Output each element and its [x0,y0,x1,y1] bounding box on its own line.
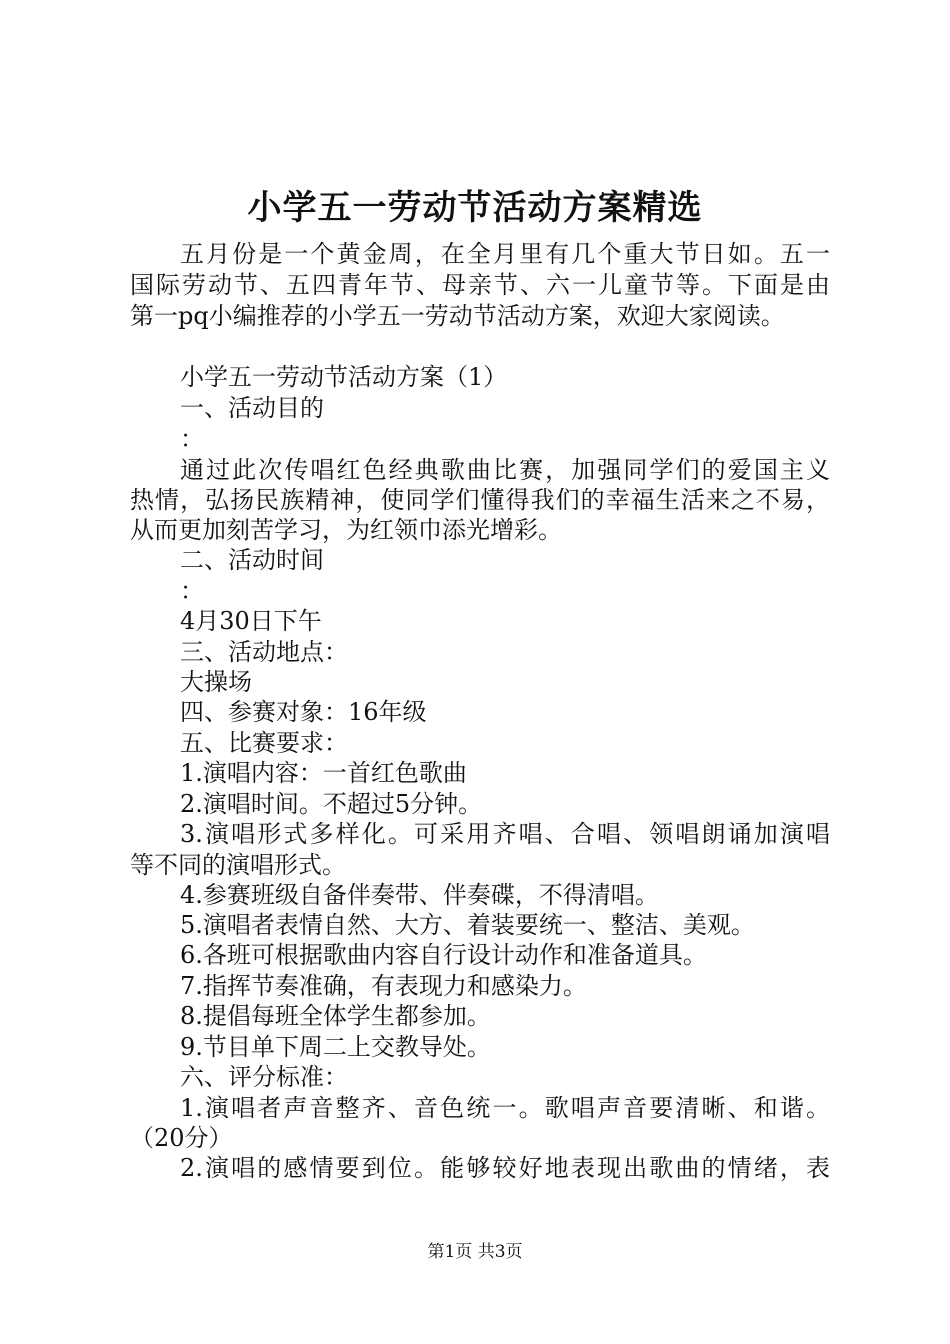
section-1-body-line-3: 从而更加刻苦学习，为红领巾添光增彩。 [130,516,562,544]
section-1-body-line-2: 热情，弘扬民族精神，使同学们懂得我们的幸福生活来之不易， [130,486,830,514]
section-1-colon: ： [180,425,204,453]
section-2-heading: 二、活动时间 [180,546,324,574]
requirement-item-5: 5.演唱者表情自然、大方、着装要统一、整洁、美观。 [180,911,755,939]
intro-line-3: 第一pq小编推荐的小学五一劳动节活动方案，欢迎大家阅读。 [130,302,785,330]
plan-heading: 小学五一劳动节活动方案（1） [180,363,508,391]
requirement-item-4: 4.参赛班级自备伴奏带、伴奏碟，不得清唱。 [180,881,659,909]
section-4-heading: 四、参赛对象：16年级 [180,698,427,726]
section-6-heading: 六、评分标准： [180,1063,348,1091]
requirement-item-7: 7.指挥节奏准确，有表现力和感染力。 [180,972,587,1000]
scoring-item-1-cont: （20分） [130,1124,233,1152]
requirement-item-6: 6.各班可根据歌曲内容自行设计动作和准备道具。 [180,941,707,969]
intro-line-1: 五月份是一个黄金周，在全月里有几个重大节日如。五一 [180,240,830,268]
document-title: 小学五一劳动节活动方案精选 [247,188,703,228]
requirement-item-3-cont: 等不同的演唱形式。 [130,851,346,879]
intro-line-2: 国际劳动节、五四青年节、母亲节、六一儿童节等。下面是由 [130,271,830,299]
section-3-heading: 三、活动地点： [180,638,348,666]
section-5-heading: 五、比赛要求： [180,729,348,757]
requirement-item-1: 1.演唱内容：一首红色歌曲 [180,759,467,787]
requirement-item-2: 2.演唱时间。不超过5分钟。 [180,790,483,818]
page-footer: 第1页 共3页 [427,1242,523,1262]
requirement-item-8: 8.提倡每班全体学生都参加。 [180,1002,491,1030]
requirement-item-3: 3.演唱形式多样化。可采用齐唱、合唱、领唱朗诵加演唱 [180,820,830,848]
requirement-item-9: 9.节目单下周二上交教导处。 [180,1033,491,1061]
section-3-body: 大操场 [180,668,252,696]
section-2-colon: ： [180,577,204,605]
scoring-item-1: 1.演唱者声音整齐、音色统一。歌唱声音要清晰、和谐。 [180,1094,830,1122]
scoring-item-2: 2.演唱的感情要到位。能够较好地表现出歌曲的情绪，表 [180,1154,830,1182]
section-1-heading: 一、活动目的 [180,394,324,422]
section-1-body-line-1: 通过此次传唱红色经典歌曲比赛，加强同学们的爱国主义 [180,456,830,484]
section-2-body: 4月30日下午 [180,607,322,635]
